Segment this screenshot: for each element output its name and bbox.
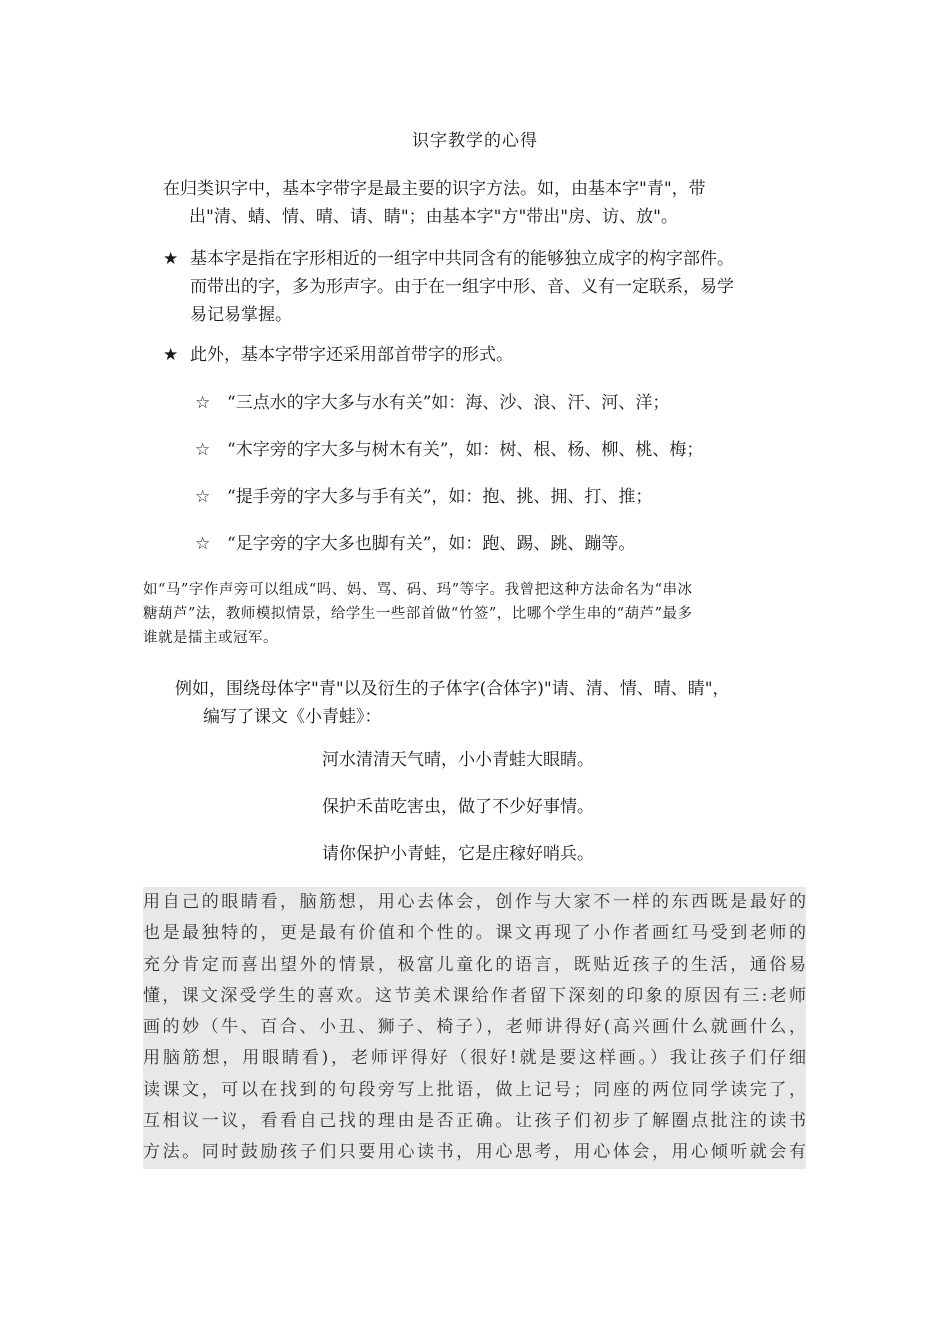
example-line-2: 编写了课文《小青蛙》： [203, 707, 382, 727]
sub-item-wood [195, 436, 703, 464]
sub-item-text: “木字旁的字大多与树木有关”，如：树、根、杨、柳、桃、梅； [227, 440, 704, 460]
highlighted-line: 用脑筋想，用眼睛看)，老师评得好（很好!就是要这样画。）我让孩子们仔细 [143, 1043, 806, 1074]
sub-item-text: “提手旁的字大多与手有关”，如：抱、挑、拥、打、推； [227, 487, 653, 507]
highlighted-line: 懂，课文深受学生的喜欢。这节美术课给作者留下深刻的印象的原因有三:老师 [143, 981, 806, 1012]
sub-item-hand [195, 483, 652, 511]
white-star-icon: ☆ [195, 487, 211, 507]
black-star-icon: ★ [163, 249, 179, 269]
document-title: 识字教学的心得 [412, 131, 538, 151]
bullet-item-basic-char [163, 245, 813, 329]
bullet-line: 基本字是指在字形相近的一组字中共同含有的能够独立成字的构字部件。 [190, 249, 734, 269]
poem-line: 河水清清天气晴，小小青蛙大眼睛。 [322, 750, 594, 770]
black-star-icon: ★ [163, 345, 179, 365]
bullet-line: 而带出的字，多为形声字。由于在一组字中形、音、义有一定联系，易学 [190, 277, 734, 297]
example-paragraph [175, 675, 815, 731]
highlighted-line: 读课文，可以在找到的句段旁写上批语，做上记号；同座的两位同学读完了， [143, 1075, 806, 1106]
small-paragraph-line: 糖葫芦”法，教师模拟情景，给学生一些部首做“竹签”，比哪个学生串的“葫芦”最多 [143, 606, 693, 622]
sub-item-text: “三点水的字大多与水有关”如：海、沙、浪、汗、河、洋； [227, 393, 670, 413]
sub-item-text: “足字旁的字大多也脚有关”，如：跑、踢、跳、蹦等。 [227, 534, 636, 554]
highlighted-line: 方法。同时鼓励孩子们只要用心读书，用心思考，用心体会，用心倾听就会有 [143, 1137, 806, 1168]
white-star-icon: ☆ [195, 440, 211, 460]
small-paragraph-line: 如“马”字作声旁可以组成“吗、妈、骂、码、玛”等字。我曾把这种方法命名为“串冰 [143, 582, 693, 598]
bullet-line: 此外，基本字带字还采用部首带字的形式。 [190, 345, 513, 365]
sub-item-water [195, 389, 669, 417]
small-paragraph [143, 578, 811, 650]
intro-paragraph [163, 175, 783, 231]
highlighted-line: 充分肯定而喜出望外的情景，极富儿童化的语言，既贴近孩子的生活，通俗易 [143, 950, 806, 981]
highlighted-line: 画的妙（牛、百合、小丑、狮子、椅子），老师讲得好(高兴画什么就画什么， [143, 1012, 806, 1043]
intro-line-2: 出"清、蜻、情、晴、请、睛"；由基本字"方"带出"房、访、放"。 [189, 207, 678, 227]
intro-line-1: 在归类识字中，基本字带字是最主要的识字方法。如，由基本字"青"，带 [163, 179, 706, 199]
bullet-item-radical [163, 341, 813, 369]
white-star-icon: ☆ [195, 393, 211, 413]
example-line-1: 例如，围绕母体字"青"以及衍生的子体字(合体字)"请、清、情、晴、睛"， [175, 679, 730, 699]
white-star-icon: ☆ [195, 534, 211, 554]
small-paragraph-line: 谁就是擂主或冠军。 [143, 630, 278, 646]
highlighted-paragraph [143, 887, 806, 1169]
sub-item-foot [195, 530, 635, 558]
poem-line: 请你保护小青蛙，它是庄稼好哨兵。 [322, 844, 594, 864]
poem-line: 保护禾苗吃害虫，做了不少好事情。 [322, 797, 594, 817]
highlighted-line: 互相议一议，看看自己找的理由是否正确。让孩子们初步了解圈点批注的读书 [143, 1106, 806, 1137]
highlighted-line: 也是最独特的，更是最有价值和个性的。课文再现了小作者画红马受到老师的 [143, 918, 806, 949]
bullet-line: 易记易掌握。 [190, 305, 292, 325]
highlighted-line: 用自己的眼睛看，脑筋想，用心去体会，创作与大家不一样的东西既是最好的 [143, 887, 806, 918]
